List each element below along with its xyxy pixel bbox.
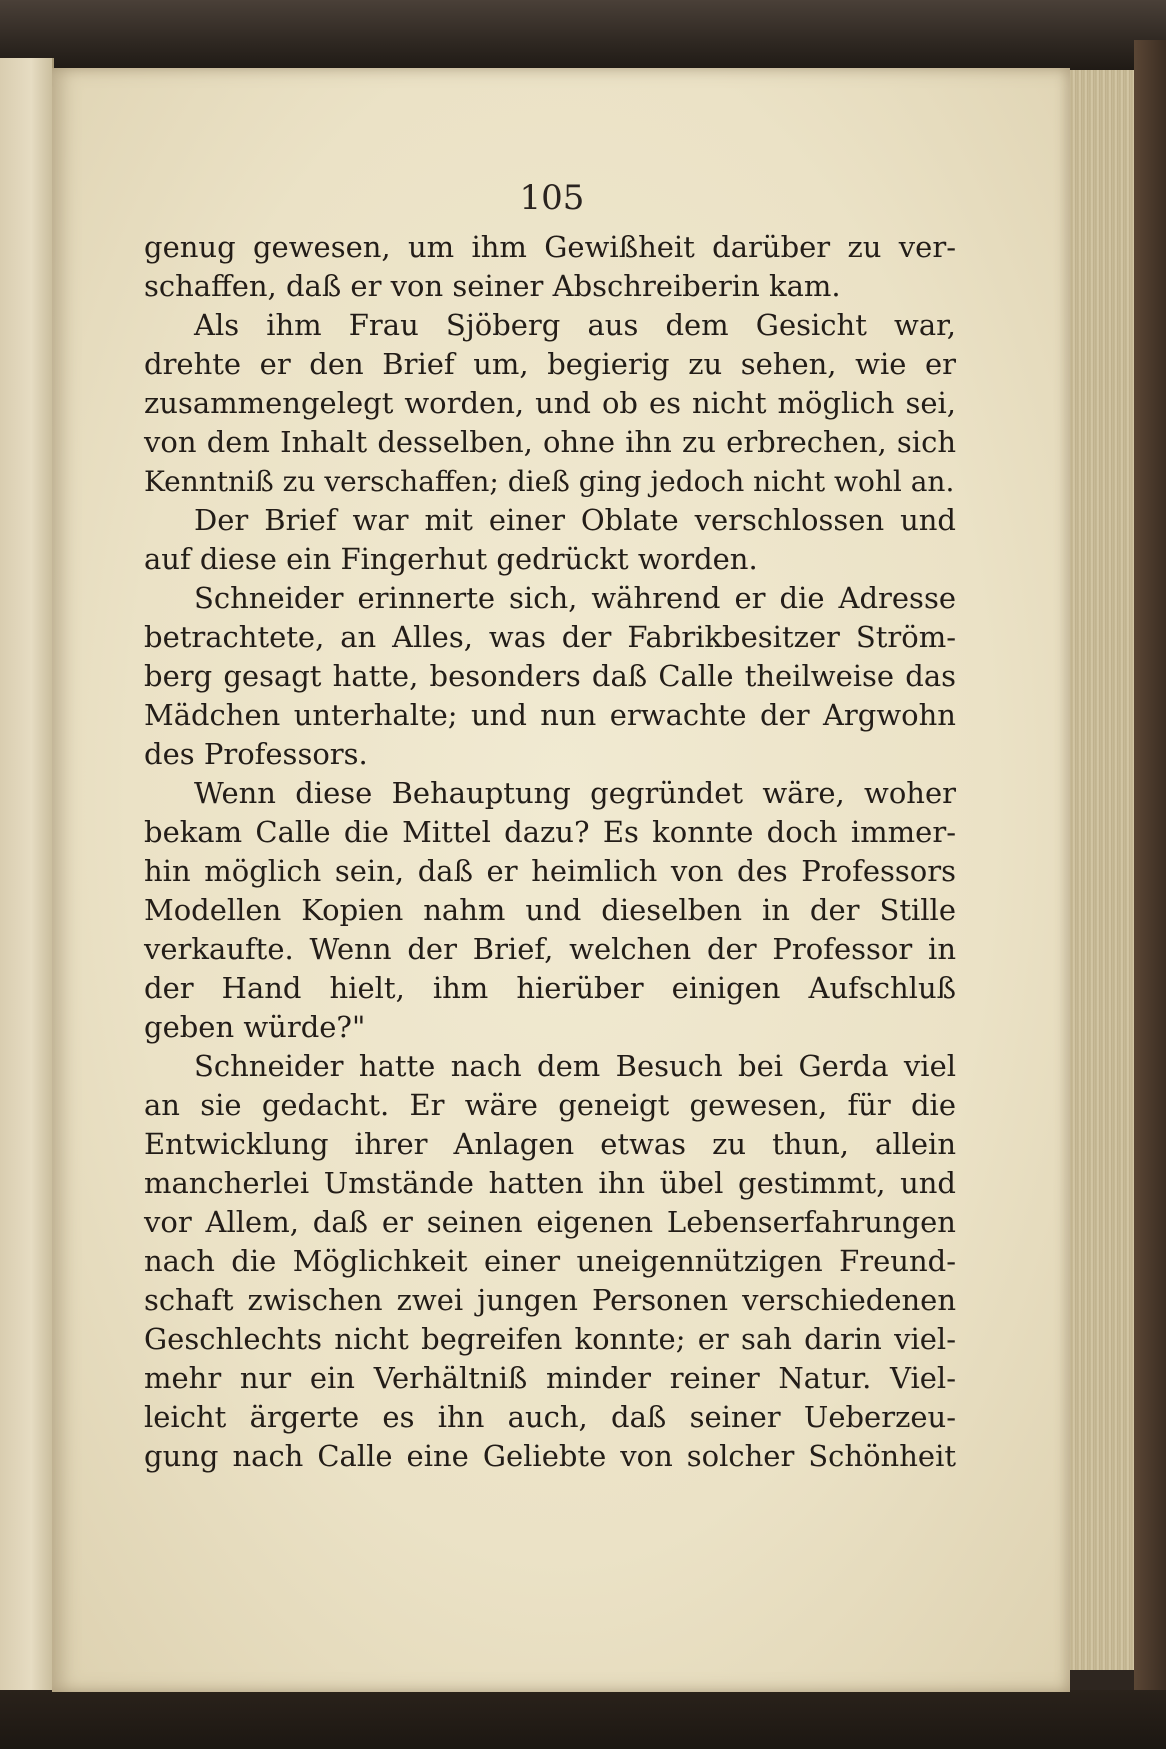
text-line: des Professors. <box>144 737 368 771</box>
text-line: Kenntniß zu verschaffen; dieß ging jedoch nicht wohl an. <box>144 465 955 498</box>
text-line: verkaufte. Wenn der Brief, welchen der Professor in <box>144 932 956 966</box>
text-line: schaffen, daß er von seiner Abschreiberin kam. <box>144 269 841 303</box>
text-line: Als ihm Frau Sjöberg aus dem Gesicht war, <box>194 308 956 342</box>
text-line: bekam Calle die Mittel dazu? Es konnte doch immer- <box>144 815 956 849</box>
binding-top-edge <box>0 0 1166 70</box>
text-line: gung nach Calle eine Geliebte von solcher Schönheit <box>144 1439 956 1473</box>
book-cover-edge <box>1134 40 1166 1749</box>
text-line: auf diese ein Fingerhut gedrückt worden. <box>144 542 758 576</box>
text-line: geben würde?" <box>144 1010 366 1044</box>
text-line: Wenn diese Behauptung gegründet wäre, woher <box>194 776 956 810</box>
text-line: Entwicklung ihrer Anlagen etwas zu thun, allein <box>144 1127 956 1161</box>
text-line: schaft zwischen zwei jungen Personen verschiedenen <box>144 1283 956 1317</box>
text-line: Der Brief war mit einer Oblate verschlossen und <box>194 503 956 537</box>
text-line: nach die Möglichkeit einer uneigennützigen Freund- <box>144 1244 956 1278</box>
book-page <box>52 68 1070 1692</box>
text-line: genug gewesen, um ihm Gewißheit darüber zu ver- <box>144 230 956 264</box>
text-line: drehte er den Brief um, begierig zu sehen, wie er <box>144 347 956 381</box>
text-line: vor Allem, daß er seinen eigenen Lebenserfahrungen <box>144 1205 956 1239</box>
page-stack-edge <box>1068 70 1138 1670</box>
text-line: an sie gedacht. Er wäre geneigt gewesen, für die <box>144 1088 956 1122</box>
text-line: von dem Inhalt desselben, ohne ihn zu erbrechen, sich <box>144 425 956 459</box>
page-body-text <box>144 228 956 1476</box>
text-line: leicht ärgerte es ihn auch, daß seiner Ueberzeu- <box>144 1400 956 1434</box>
text-line: Schneider erinnerte sich, während er die Adresse <box>194 581 956 615</box>
text-line: hin möglich sein, daß er heimlich von des Professors <box>144 854 956 888</box>
page-number: 105 <box>519 178 585 218</box>
text-line: mehr nur ein Verhältniß minder reiner Natur. Viel- <box>144 1361 956 1395</box>
text-line: Geschlechts nicht begreifen konnte; er sah darin viel- <box>144 1322 956 1356</box>
text-line: Schneider hatte nach dem Besuch bei Gerda viel <box>194 1049 956 1083</box>
text-line: mancherlei Umstände hatten ihn übel gestimmt, und <box>144 1166 956 1200</box>
text-line: der Hand hielt, ihm hierüber einigen Aufschluß <box>144 971 956 1005</box>
text-line: betrachtete, an Alles, was der Fabrikbesitzer Ström- <box>144 620 956 654</box>
facing-page-edge <box>0 58 54 1698</box>
text-line: Mädchen unterhalte; und nun erwachte der Argwohn <box>144 698 956 732</box>
text-line: Modellen Kopien nahm und dieselben in der Stille <box>144 893 956 927</box>
text-line: berg gesagt hatte, besonders daß Calle theilweise das <box>144 659 956 693</box>
text-line: zusammengelegt worden, und ob es nicht möglich sei, <box>144 386 956 420</box>
binding-bottom-edge <box>0 1690 1166 1749</box>
